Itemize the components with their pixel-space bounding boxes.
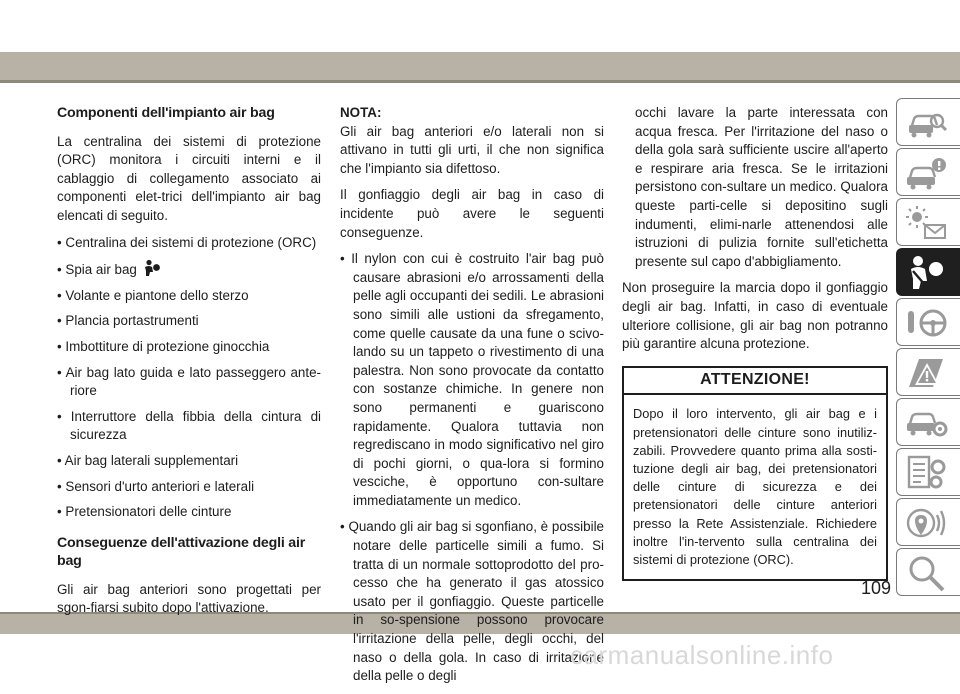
bullet-particles-continued: occhi lavare la parte interessata con acqua fresca. Per l'irritazione del naso o della gola sarà sufficiente uscire all'aperto e respirare aria fresca. Se le irritazioni persistono con-sultare un medico. Qualora queste parti-celle si depositino sugli indumenti, elimi-narle attenendosi alle istruzioni di pulizia fornite sull'etichetta presente sul capo d'abbigliamento. [635, 105, 888, 269]
list-item: • Sensori d'urto anteriori e laterali [57, 478, 255, 494]
list-item: • Plancia portastrumenti [57, 313, 199, 329]
list-item: • Volante e piantone dello sterzo [57, 287, 249, 303]
specifications-icon [905, 453, 949, 493]
section-heading-consequences: Conseguenze dell'attivazione degli air bag [57, 534, 306, 570]
header-band [0, 52, 960, 80]
list-item: • Air bag laterali supplementari [57, 452, 239, 468]
side-tab-7[interactable] [896, 398, 960, 446]
side-tab-1[interactable] [896, 98, 960, 146]
list-item: • Pretensionatori delle cinture [57, 504, 232, 520]
column-1 [57, 104, 321, 626]
bullet-particles: • Quando gli air bag si sgonfiano, è possibile notare delle particelle simili a fumo. Si tratta di un normale sottoprodotto del pro-cesso che ha generato il gas atossico usato per il gonfiaggio. Queste particelle in so-spensione possono provocare l'irritazione della pelle, degli occhi, del naso o della gola. In caso di irritazione della pelle o degli [340, 519, 604, 684]
side-tab-5[interactable] [896, 298, 960, 346]
warning-road-icon [905, 353, 949, 393]
note-label: NOTA: [340, 105, 382, 120]
no-driving-paragraph: Non proseguire la marcia dopo il gonfiaggio degli air bag. Infatti, in caso di eventuale ulteriore collisione, gli air bag non potranno più garantire alcuna protezione. [622, 280, 888, 352]
consequences-intro: Il gonfiaggio degli air bag in caso di incidente può avere le seguenti conseguenze. [340, 187, 604, 240]
car-search-icon [905, 103, 949, 143]
column-2 [340, 104, 604, 694]
section-heading-components: Componenti dell'impianto air bag [57, 105, 275, 121]
lights-message-icon [905, 203, 949, 243]
side-tab-8[interactable] [896, 448, 960, 496]
steering-wheel-icon [905, 303, 949, 343]
page-number: 109 [860, 578, 892, 598]
car-info-icon [905, 153, 949, 193]
bullet-nylon: • Il nylon con cui è costruito l'air bag può causare abrasioni e/o arrossamenti della pelle agli occupanti dei sedili. Le abrasioni sono simili alle ustioni da sfregamento, come quelle causate da una fune o scivo-lando su un tappeto o rivestimento di una palestra. Non sono provocate da contatto con sostanze chimiche. In genere non sono permanenti e guariscono rapidamente. Qualora tuttavia non regrediscano in modo significativo nel giro di pochi giorni, o qua-lora si formino vesciche, è opportuno con-sultare immediatamente un medico. [340, 251, 604, 508]
list-item-airbag-light: • Spia air bag [57, 259, 321, 280]
side-tab-4-active[interactable] [896, 248, 960, 296]
warning-title: ATTENZIONE! [624, 368, 886, 396]
list-item: • Interruttore della fibbia della cintura di sicurezza [57, 408, 321, 443]
note-text: Gli air bag anteriori e/o laterali non si attivano in tutti gli urti, il che non significa che l'impianto sia difettoso. [340, 123, 604, 176]
header-rule [0, 80, 960, 83]
car-service-icon [905, 403, 949, 443]
side-tab-2[interactable] [896, 148, 960, 196]
multimedia-icon [905, 503, 949, 543]
warning-box [622, 366, 888, 581]
warning-text: Dopo il loro intervento, gli air bag e i pretensionatori delle cinture sono inutiliz-zabili. Provvedere quanto prima alla sosti-tuzione degli air bag, dei pretensionatori delle cinture di sicurezza e dei pretensionatori delle cinture anteriori presso la Rete Assistenziale. Richiedere inoltre l'in-tervento sulla centralina dei sistemi di protezione (ORC). [633, 406, 877, 567]
side-tab-10[interactable] [896, 548, 960, 596]
airbag-warning-icon [141, 259, 161, 277]
side-tab-6[interactable] [896, 348, 960, 396]
column-3 [622, 104, 888, 581]
side-tab-3[interactable] [896, 198, 960, 246]
list-item: • Imbottiture di protezione ginocchia [57, 338, 270, 354]
search-index-icon [905, 553, 949, 593]
airbag-seatbelt-icon [905, 253, 949, 293]
consequences-paragraph: Gli air bag anteriori sono progettati per sgon-fiarsi subito dopo l'attivazione. [57, 581, 321, 616]
list-item: • Centralina dei sistemi di protezione (ORC) [57, 234, 317, 250]
watermark: carmanualsonline.info [570, 640, 834, 670]
list-item: • Air bag lato guida e lato passeggero ante-riore [57, 364, 321, 399]
intro-paragraph: La centralina dei sistemi di protezione (ORC) monitora i circuiti interni e il cablaggio di collegamento associato ai componenti elet-trici dell'impianto air bag elencati di seguito. [57, 133, 321, 223]
side-tab-9[interactable] [896, 498, 960, 546]
